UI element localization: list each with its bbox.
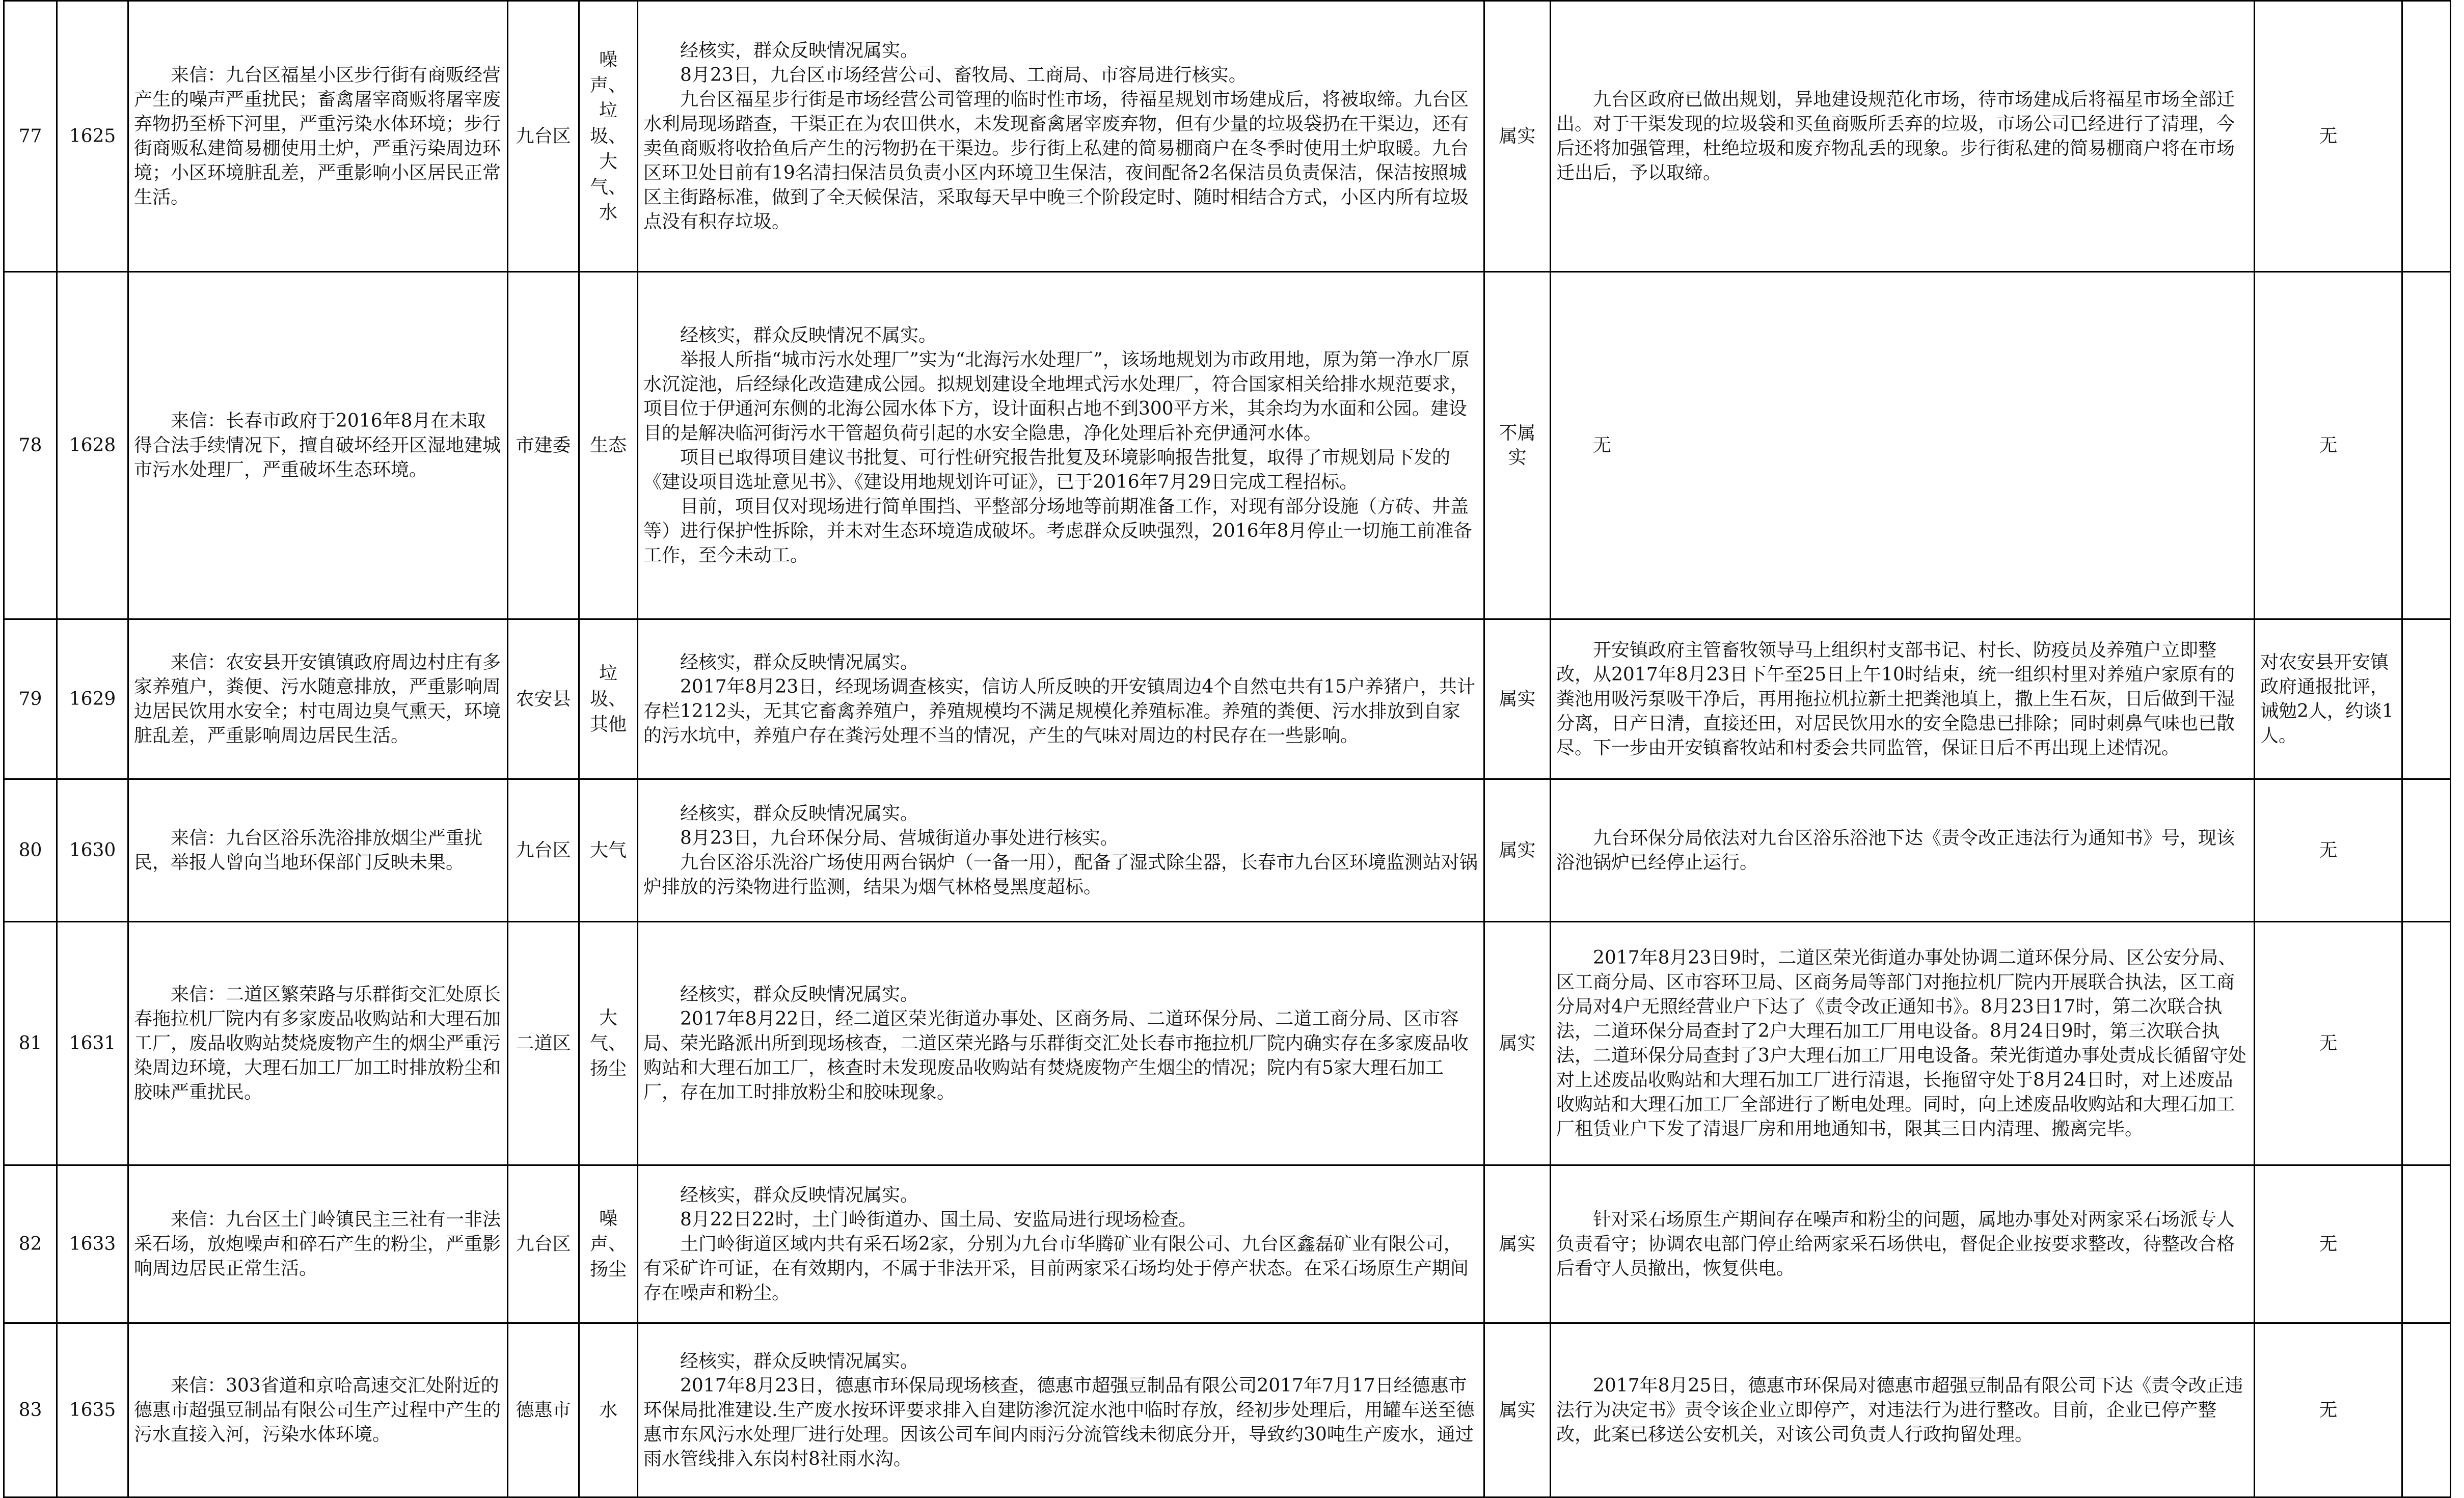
handling-result-paragraph: 2017年8月25日，德惠市环保局对德惠市超强豆制品有限公司下达《责令改正违法行为决定书》责令该企业立即停产，对违法行为进行整改。目前，企业已停产整改，此案已移送公安机关，对该公司负责人行政拘留处理。	[1556, 1375, 2243, 1445]
table-row	[4, 1, 2451, 272]
district-cell: 九台区	[508, 1165, 579, 1323]
investigation-cell	[638, 1323, 1484, 1497]
case-id-cell: 1629	[57, 619, 128, 779]
verdict-cell: 属实	[1484, 619, 1551, 779]
complaint-text-cell: 来信：303省道和京哈高速交汇处附近的德惠市超强豆制品有限公司生产过程中产生的污水直接入河，污染水体环境。	[128, 1323, 508, 1497]
row-number-cell: 81	[4, 922, 57, 1165]
investigation-paragraph: 2017年8月22日，经二道区荣光街道办事处、区商务局、二道环保分局、二道工商分局、区市容局、荣光路派出所到现场核查，二道区荣光路与乐群街交汇处长春市拖拉机厂院内确实存在多家废品收购站和大理石加工厂，核查时未发现废品收购站有焚烧废物产生烟尘的情况；院内有5家大理石加工厂，存在加工时排放粉尘和胶味现象。	[643, 1008, 1469, 1103]
complaint-text-cell: 来信：长春市政府于2016年8月在未取得合法手续情况下，擅自破坏经开区湿地建城市污水处理厂，严重破坏生态环境。	[128, 272, 508, 619]
empty-cell	[2402, 922, 2451, 1165]
table-row	[4, 272, 2451, 619]
investigation-cell	[638, 272, 1484, 619]
investigation-paragraph: 九台区浴乐洗浴广场使用两台锅炉（一备一用），配备了湿式除尘器，长春市九台区环境监测站对锅炉排放的污染物进行监测，结果为烟气林格曼黑度超标。	[643, 852, 1478, 897]
verdict-cell: 属实	[1484, 1165, 1551, 1323]
handling-result-cell	[1551, 272, 2255, 619]
handling-result-cell	[1551, 1323, 2255, 1497]
case-id-cell: 1628	[57, 272, 128, 619]
district-cell: 德惠市	[508, 1323, 579, 1497]
investigation-paragraph: 项目已取得项目建议书批复、可行性研究报告批复及环境影响报告批复，取得了市规划局下发的《建设项目选址意见书》、《建设用地规划许可证》，已于2016年7月29日完成工程招标。	[643, 447, 1451, 493]
accountability-cell: 无	[2255, 1323, 2402, 1497]
empty-cell	[2402, 1165, 2451, 1323]
empty-cell	[2402, 1323, 2451, 1497]
investigation-paragraph: 九台区福星步行街是市场经营公司管理的临时性市场，待福星规划市场建成后，将被取缔。九台区水利局现场踏查，干渠正在为农田供水，未发现畜禽屠宰废弃物，但有少量的垃圾袋扔在干渠边，还有卖鱼商贩将收拾鱼后产生的污物扔在干渠边。步行街上私建的简易棚商户在冬季时使用土炉取暖。九台区环卫处目前有19名清扫保洁员负责小区内环境卫生保洁，夜间配备2名保洁员负责保洁，保洁按照城区主街路标准，做到了全天候保洁，采取每天早中晚三个阶段定时、随时相结合方式，小区内所有垃圾点没有积存垃圾。	[643, 89, 1469, 232]
district-cell: 农安县	[508, 619, 579, 779]
row-number-cell: 78	[4, 272, 57, 619]
investigation-cell	[638, 619, 1484, 779]
investigation-paragraph: 举报人所指“城市污水处理厂”实为“北海污水处理厂”，该场地规划为市政用地，原为第一净水厂原水沉淀池，后经绿化改造建成公园。拟规划建设全地埋式污水处理厂，符合国家相关给排水规范要求，项目位于伊通河东侧的北海公园水体下方，设计面积占地不到300平方米，其余均为水面和公园。建设目的是解决临河街污水干管超负荷引起的水安全隐患，净化处理后补充伊通河水体。	[643, 349, 1470, 444]
complaint-text-cell: 来信：二道区繁荣路与乐群街交汇处原长春拖拉机厂院内有多家废品收购站和大理石加工厂，废品收购站焚烧废物产生的烟尘严重污染周边环境，大理石加工厂加工时排放粉尘和胶味严重扰民。	[128, 922, 508, 1165]
district-cell: 九台区	[508, 1, 579, 272]
investigation-paragraph: 8月23日，九台区市场经营公司、畜牧局、工商局、市容局进行核实。	[680, 64, 1247, 86]
handling-result-cell	[1551, 1165, 2255, 1323]
accountability-cell: 无	[2255, 1165, 2402, 1323]
handling-result-paragraph: 无	[1593, 434, 1612, 456]
table-row	[4, 922, 2451, 1165]
investigation-paragraph: 经核实，群众反映情况属实。	[680, 984, 919, 1005]
investigation-paragraph: 经核实，群众反映情况属实。	[680, 803, 919, 824]
handling-result-cell	[1551, 779, 2255, 922]
case-id-cell: 1625	[57, 1, 128, 272]
row-number-cell: 77	[4, 1, 57, 272]
investigation-paragraph: 经核实，群众反映情况属实。	[680, 40, 919, 61]
accountability-cell: 无	[2255, 1, 2402, 272]
investigation-paragraph: 经核实，群众反映情况属实。	[680, 1350, 919, 1372]
table-row	[4, 1165, 2451, 1323]
empty-cell	[2402, 272, 2451, 619]
handling-result-cell	[1551, 619, 2255, 779]
row-number-cell: 80	[4, 779, 57, 922]
accountability-cell: 无	[2255, 779, 2402, 922]
investigation-paragraph: 经核实，群众反映情况不属实。	[680, 324, 937, 346]
empty-cell	[2402, 1, 2451, 272]
handling-result-paragraph: 九台区政府已做出规划，异地建设规范化市场，待市场建成后将福星市场全部迁出。对于干渠发现的垃圾袋和买鱼商贩所丢弃的垃圾，市场公司已经进行了清理，今后还将加强管理，杜绝垃圾和废弃物乱丢的现象。步行街私建的简易棚商户将在市场迁出后，予以取缔。	[1556, 89, 2235, 183]
investigation-paragraph: 2017年8月23日，德惠市环保局现场核查，德惠市超强豆制品有限公司2017年7月17日经德惠市环保局批准建设.生产废水按环评要求排入自建防渗沉淀水池中临时存放，经初步处理后，用罐车送至德惠市东风污水处理厂进行处理。因该公司车间内雨污分流管线未彻底分开，导致约30吨生产废水，通过雨水管线排入东岗村8社雨水沟。	[643, 1375, 1475, 1469]
accountability-cell: 无	[2255, 922, 2402, 1165]
case-id-cell: 1631	[57, 922, 128, 1165]
case-id-cell: 1630	[57, 779, 128, 922]
pollution-type-cell: 生态	[579, 272, 638, 619]
investigation-cell	[638, 779, 1484, 922]
investigation-paragraph: 经核实，群众反映情况属实。	[680, 651, 919, 673]
handling-result-cell	[1551, 922, 2255, 1165]
empty-cell	[2402, 619, 2451, 779]
district-cell: 九台区	[508, 779, 579, 922]
handling-result-paragraph: 九台环保分局依法对九台区浴乐浴池下达《责令改正违法行为通知书》号，现该浴池锅炉已经停止运行。	[1556, 827, 2235, 873]
investigation-paragraph: 目前，项目仅对现场进行简单围挡、平整部分场地等前期准备工作，对现有部分设施（方砖、井盖等）进行保护性拆除，并未对生态环境造成破坏。考虑群众反映强烈，2016年8月停止一切施工前准备工作，至今未动工。	[643, 496, 1472, 566]
table-row	[4, 779, 2451, 922]
verdict-cell: 属实	[1484, 1323, 1551, 1497]
investigation-cell	[638, 922, 1484, 1165]
investigation-paragraph: 8月23日，九台环保分局、营城街道办事处进行核实。	[680, 827, 1119, 849]
complaint-text-cell: 来信：九台区福星小区步行街有商贩经营产生的噪声严重扰民；畜禽屠宰商贩将屠宰废弃物扔至桥下河里，严重污染水体环境；步行街商贩私建简易棚使用土炉，严重污染周边环境；小区环境脏乱差，严重影响小区居民正常生活。	[128, 1, 508, 272]
complaint-text-cell: 来信：农安县开安镇镇政府周边村庄有多家养殖户，粪便、污水随意排放，严重影响周边居民饮用水安全；村屯周边臭气熏天，环境脏乱差，严重影响周边居民生活。	[128, 619, 508, 779]
handling-result-cell	[1551, 1, 2255, 272]
complaint-text-cell: 来信：九台区土门岭镇民主三社有一非法采石场，放炮噪声和碎石产生的粉尘，严重影响周边居民正常生活。	[128, 1165, 508, 1323]
investigation-cell	[638, 1165, 1484, 1323]
accountability-cell: 对农安县开安镇政府通报批评，诫勉2人，约谈1人。	[2255, 619, 2402, 779]
table-row	[4, 1323, 2451, 1497]
investigation-paragraph: 土门岭街道区域内共有采石场2家，分别为九台市华腾矿业有限公司、九台区鑫磊矿业有限公司，有采矿许可证，在有效期内，不属于非法开采，目前两家采石场均处于停产状态。在采石场原生产期间存在噪声和粉尘。	[643, 1233, 1469, 1303]
pollution-type-cell: 大气、扬尘	[579, 922, 638, 1165]
pollution-type-cell: 垃圾、其他	[579, 619, 638, 779]
table-row	[4, 619, 2451, 779]
handling-result-paragraph: 针对采石场原生产期间存在噪声和粉尘的问题，属地办事处对两家采石场派专人负责看守；协调农电部门停止给两家采石场供电，督促企业按要求整改，待整改合格后看守人员撤出，恢复供电。	[1556, 1209, 2235, 1279]
table-body	[4, 1, 2451, 1497]
investigation-paragraph: 经核实，群众反映情况属实。	[680, 1184, 919, 1206]
accountability-cell: 无	[2255, 272, 2402, 619]
pollution-type-cell: 噪声、扬尘	[579, 1165, 638, 1323]
pollution-type-cell: 水	[579, 1323, 638, 1497]
handling-result-paragraph: 2017年8月23日9时，二道区荣光街道办事处协调二道环保分局、区公安分局、区工商分局、区市容环卫局、区商务局等部门对拖拉机厂院内开展联合执法，区工商分局对4户无照经营业户下达了《责令改正通知书》。8月23日17时，第二次联合执法，二道环保分局查封了2户大理石加工厂用电设备。8月24日9时，第三次联合执法，二道环保分局查封了3户大理石加工厂用电设备。荣光街道办事处责成长循留守处对上述废品收购站和大理石加工厂进行清退，长拖留守处于8月24日时，对上述废品收购站和大理石加工厂全部进行了断电处理。同时，向上述废品收购站和大理石加工厂租赁业户下发了清退厂房和用地通知书，限其三日内清理、搬离完毕。	[1556, 947, 2246, 1139]
case-id-cell: 1633	[57, 1165, 128, 1323]
verdict-cell: 属实	[1484, 779, 1551, 922]
handling-result-paragraph: 开安镇政府主管畜牧领导马上组织村支部书记、村长、防疫员及养殖户立即整改，从2017年8月23日下午至25日上午10时结束，统一组织村里对养殖户家原有的粪池用吸污泵吸干净后，再用拖拉机拉新土把粪池填上，撒上生石灰，日后做到干湿分离，日产日清，直接还田，对居民饮用水的安全隐患已排除；同时刺鼻气味也已散尽。下一步由开安镇畜牧站和村委会共同监管，保证日后不再出现上述情况。	[1556, 639, 2235, 758]
verdict-cell: 属实	[1484, 922, 1551, 1165]
verdict-cell: 不属实	[1484, 272, 1551, 619]
investigation-paragraph: 8月22日22时，土门岭街道办、国土局、安监局进行现场检查。	[680, 1209, 1197, 1230]
district-cell: 市建委	[508, 272, 579, 619]
row-number-cell: 82	[4, 1165, 57, 1323]
verdict-cell: 属实	[1484, 1, 1551, 272]
case-id-cell: 1635	[57, 1323, 128, 1497]
pollution-type-cell: 大气	[579, 779, 638, 922]
complaint-text-cell: 来信：九台区浴乐洗浴排放烟尘严重扰民，举报人曾向当地环保部门反映未果。	[128, 779, 508, 922]
empty-cell	[2402, 779, 2451, 922]
row-number-cell: 79	[4, 619, 57, 779]
district-cell: 二道区	[508, 922, 579, 1165]
row-number-cell: 83	[4, 1323, 57, 1497]
investigation-cell	[638, 1, 1484, 272]
pollution-type-cell: 噪声、垃圾、大气、水	[579, 1, 638, 272]
complaint-table	[3, 0, 2451, 1498]
investigation-paragraph: 2017年8月23日，经现场调查核实，信访人所反映的开安镇周边4个自然屯共有15户养猪户，共计存栏1212头，无其它畜禽养殖户，养殖规模均不满足规模化养殖标准。养殖的粪便、污水排放到自家的污水坑中，养殖户存在粪污处理不当的情况，产生的气味对周边的村民存在一些影响。	[643, 676, 1476, 746]
